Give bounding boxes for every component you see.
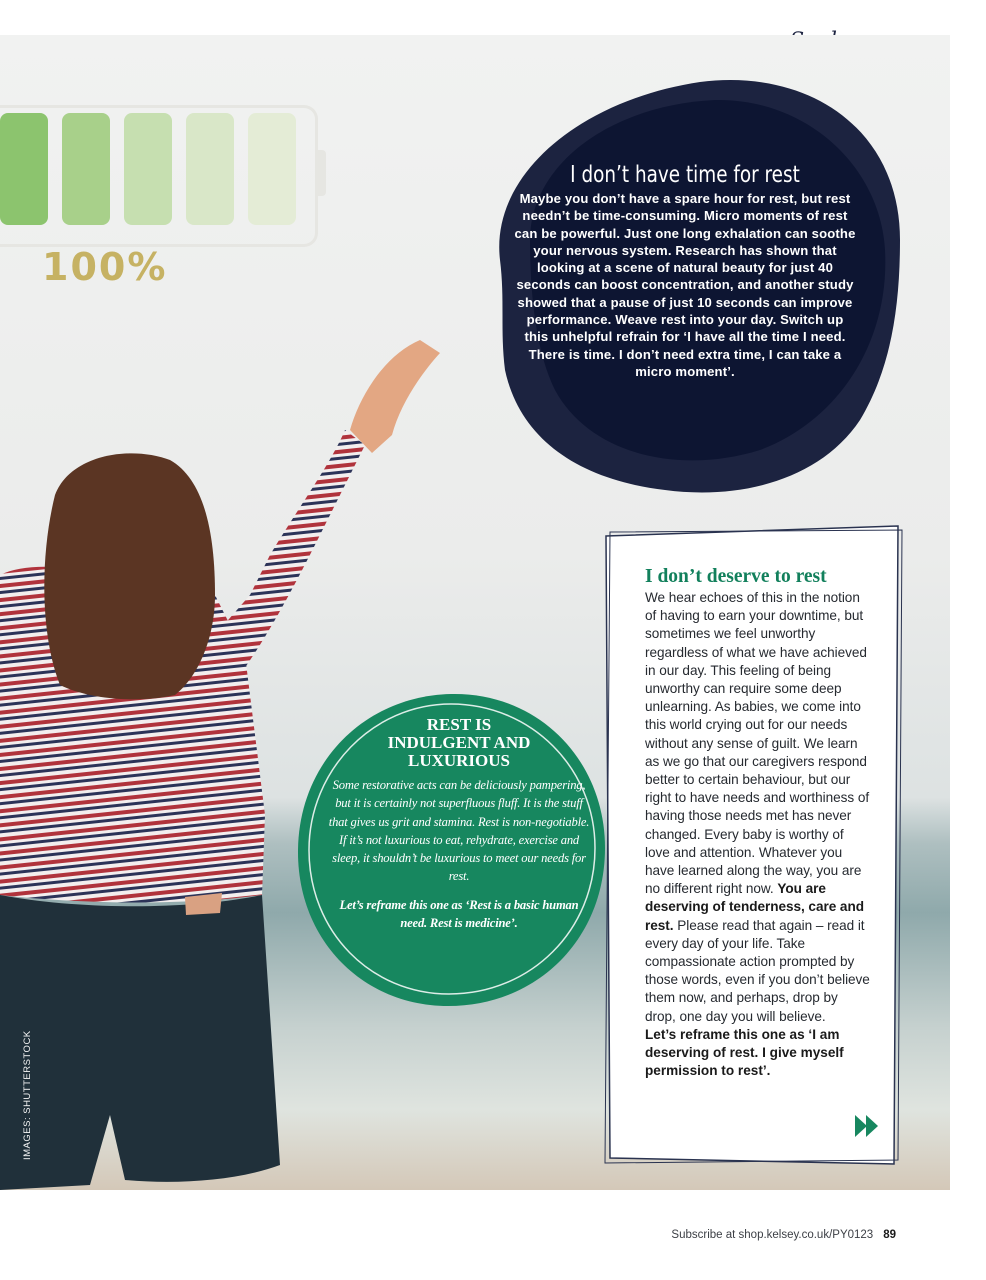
page-number: 89	[883, 1229, 896, 1241]
indulgent-section	[325, 716, 593, 942]
circle-heading: REST IS INDULGENT AND LUXURIOUS	[387, 715, 531, 770]
time-for-rest-section	[514, 162, 856, 380]
box-body-bold: You are deserving of tenderness, care and rest.	[645, 881, 864, 933]
image-credit: IMAGES: SHUTTERSTOCK	[22, 1030, 33, 1160]
woman-illustration	[0, 35, 450, 1190]
blob-body-text: Maybe you don’t have a spare hour for rest, but rest needn’t be time-consuming. Micro moments of rest can be powerful. Just one long exhalation can soothe your nervous system. Research has shown that looking at a scene of natural beauty for just 40 seconds can boost concentration, and another study showed that a pause of just 10 seconds can improve performance. Weave rest into your day. Switch up this unhelpful refrain for ‘I have all the time I need. There is time. I don’t need extra time, I can take a micro moment’.	[514, 191, 856, 379]
continue-arrows-icon	[854, 1113, 880, 1139]
box-heading: I don’t deserve to rest	[645, 566, 827, 587]
page-footer	[671, 1229, 896, 1241]
circle-body-text: Some restorative acts can be deliciously pampering, but it is certainly not superfluous fluff. It is the stuff that gives us grit and stamina. Rest is non-negotiable. If it’s not luxurious to eat, rehydrate, exercise and sleep, it shouldn’t be luxurious to meet our needs for rest.	[328, 778, 590, 884]
battery-percentage: 100%	[42, 245, 168, 289]
box-reframe-text: Let’s reframe this one as ‘I am deserving of rest. I give myself permission to rest’.	[645, 1026, 844, 1079]
circle-reframe-text: Let’s reframe this one as ‘Rest is a basic human need. Rest is medicine’.	[339, 897, 579, 931]
subscribe-text: Subscribe at shop.kelsey.co.uk/PY0123	[671, 1229, 874, 1241]
box-body-text	[645, 589, 870, 1026]
deserve-rest-section	[645, 566, 870, 1080]
blob-heading: I don’t have time for rest	[570, 162, 800, 188]
box-body-start: We hear echoes of this in the notion of having to earn your downtime, but sometimes we feel unworthy regardless of what we have achieved in our day. This feeling of being unworthy can require some deep unlearning. As babies, we come into this world crying out for our needs without any sense of guilt. We learn as we go that our caregivers respond better to certain behaviour, but our right to have needs and worthiness of having those needs met has never changed. Every baby is worthy of love and attention. Whatever you have learned along the way, you are no different right now.	[645, 590, 870, 897]
box-body-end: Please read that again – read it every day of your life. Take compassionate action prompted by those words, even if you don’t believe them now, and perhaps, drop by drop, one day you will believe.	[645, 917, 870, 1024]
